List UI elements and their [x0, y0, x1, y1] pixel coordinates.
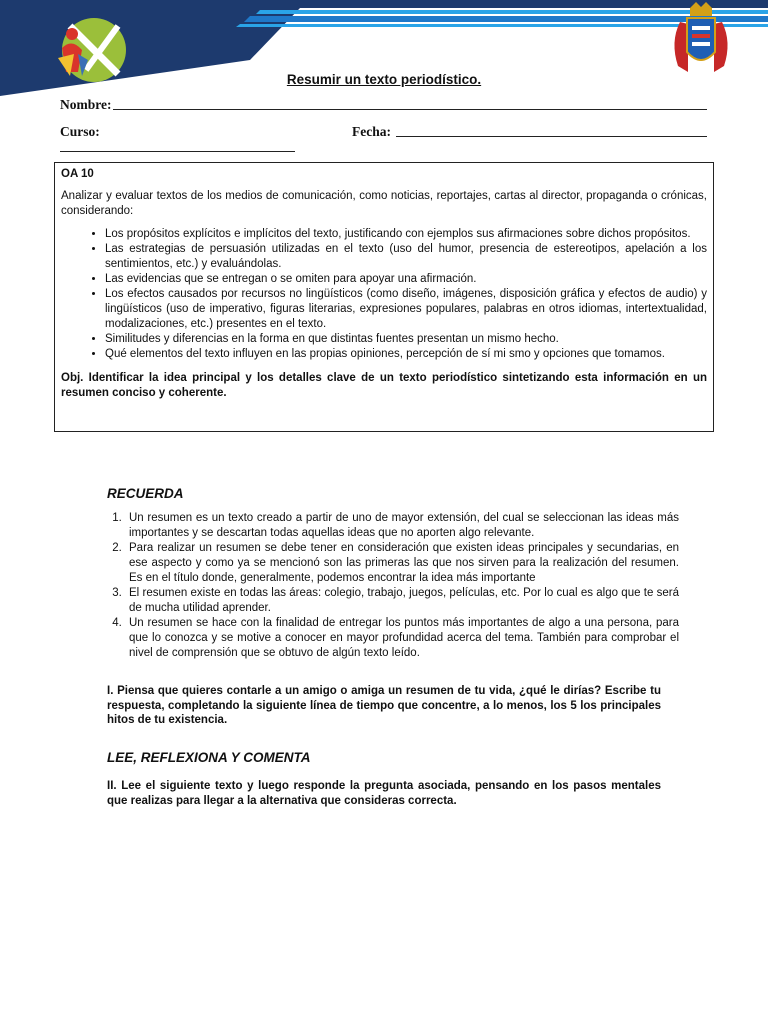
question-1: I. Piensa que quieres contarle a un amigo o amiga un resumen de tu vida, ¿qué le dirías? Escribe tu respuesta, completando la siguiente línea de tiempo que concentre, a lo menos, los 5 los principales hitos de tu existencia. — [107, 685, 661, 726]
fecha-label: Fecha: — [352, 124, 391, 139]
oa-item: • Las estrategias de persuasión utilizadas en el texto (uso del humor, presencia de estereotipos, apelación a los sentimientos, etc.) y evaluándolas. — [105, 242, 707, 272]
crest-logo — [670, 2, 732, 74]
recuerda-item: 3. El resumen existe en todas las áreas: colegio, trabajo, juegos, películas, etc. Por lo cual es algo que te será de mucha utilidad aprender. — [125, 586, 679, 616]
curso-label: Curso: — [60, 124, 100, 139]
page-title: Resumir un texto periodístico. — [286, 72, 482, 87]
recuerda-item: 4. Un resumen se hace con la finalidad de entregar los puntos más importantes de algo a una persona, para que lo conozca y se motive a conocer en mayor profundidad acerca del tema. También para comprobar el nivel de comprensión que se obtuvo de algún texto leído. — [125, 616, 679, 661]
nombre-label: Nombre: — [60, 97, 112, 112]
recuerda-heading: RECUERDA — [107, 486, 184, 501]
question-2: II. Lee el siguiente texto y luego responde la pregunta asociada, pensando en los pasos mentales que realizas para llegar a la alternativa que consideras correcta. — [107, 780, 661, 807]
oa-code: OA 10 — [61, 168, 94, 180]
oa-item: • Las evidencias que se entregan o se omiten para apoyar una afirmación. — [105, 272, 707, 287]
curso-line[interactable] — [60, 151, 295, 152]
recuerda-list — [107, 511, 679, 661]
oa-item: • Los propósitos explícitos e implícitos del texto, justificando con ejemplos sus afirmaciones sobre dichos propósitos. — [105, 227, 707, 242]
oa-box — [54, 162, 714, 432]
lee-heading: LEE, REFLEXIONA Y COMENTA — [107, 750, 311, 765]
nombre-line[interactable] — [113, 109, 707, 110]
recuerda-item: 1. Un resumen es un texto creado a partir de uno de mayor extensión, del cual se seleccionan las ideas más importantes y se descartan todas aquellas ideas que no aporten algo relevante. — [125, 511, 679, 541]
fecha-line[interactable] — [396, 136, 707, 137]
oa-item: • Los efectos causados por recursos no lingüísticos (como diseño, imágenes, disposición gráfica y efectos de audio) y lingüísticos (uso de imperativo, figuras literarias, expresiones populares, palabras en otros idiomas, intertextualidad, modalizaciones, etc.) presentes en el texto. — [105, 287, 707, 332]
oa-list — [61, 227, 707, 362]
oa-item: • Qué elementos del texto influyen en las propias opiniones, percepción de sí mi smo y opciones que tomamos. — [105, 347, 707, 362]
oa-intro: Analizar y evaluar textos de los medios de comunicación, como noticias, reportajes, cartas al director, propaganda o crónicas, considerando: — [61, 190, 707, 217]
recuerda-item: 2. Para realizar un resumen se debe tener en consideración que existen ideas principales y secundarias, en ese aspecto y como ya se mencionó son las primeras las que nos sirven para la realización del resumen. Es en el título donde, generalmente, podemos encontrar la idea más importante — [125, 541, 679, 586]
objective: Obj. Identificar la idea principal y los detalles clave de un texto periodístico sintetizando esta información en un resumen conciso y coherente. — [61, 372, 707, 399]
oa-item: • Similitudes y diferencias en la forma en que distintas fuentes presentan un mismo hecho. — [105, 332, 707, 347]
